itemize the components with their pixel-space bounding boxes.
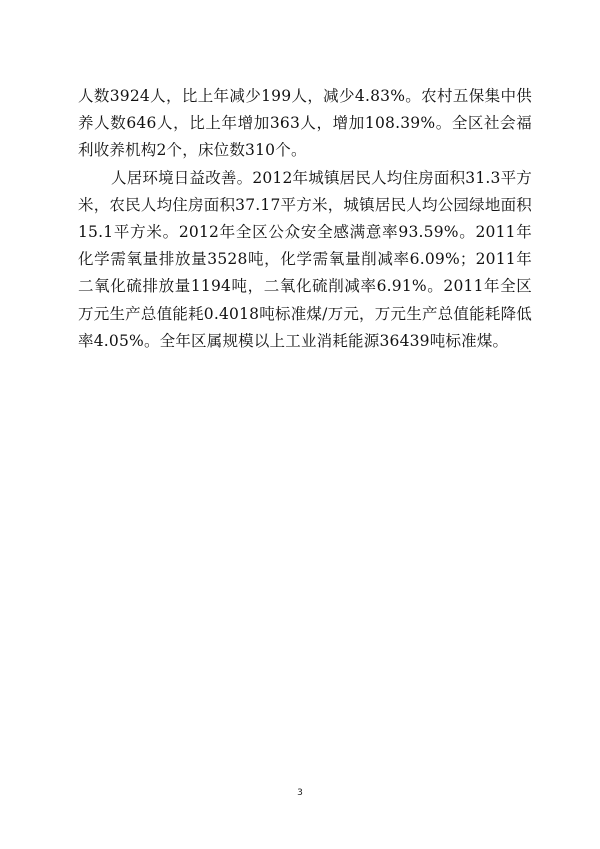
page-number: 3 <box>297 788 303 798</box>
paragraph-welfare-continued: 人数3924人，比上年减少199人，减少4.83%。农村五保集中供养人数646人，比上年增加363人，增加108.39%。全区社会福利收养机构2个，床位数310个。 <box>78 87 532 160</box>
body-text <box>78 83 532 355</box>
paragraph-living-environment: 人居环境日益改善。2012年城镇居民人均住房面积31.3平方米，农民人均住房面积37.17平方米，城镇居民人均公园绿地面积15.1平方米。2012年全区公众安全感满意率93.59%。2011年化学需氧量排放量3528吨，化学需氧量削减率6.09%；2011年二氧化硫排放量1194吨，二氧化硫削减率6.91%。2011年全区万元生产总值能耗0.4018吨标准煤/万元，万元生产总值能耗降低率4.05%。全年区属规模以上工业消耗能源36439吨标准煤。 <box>78 168 532 350</box>
